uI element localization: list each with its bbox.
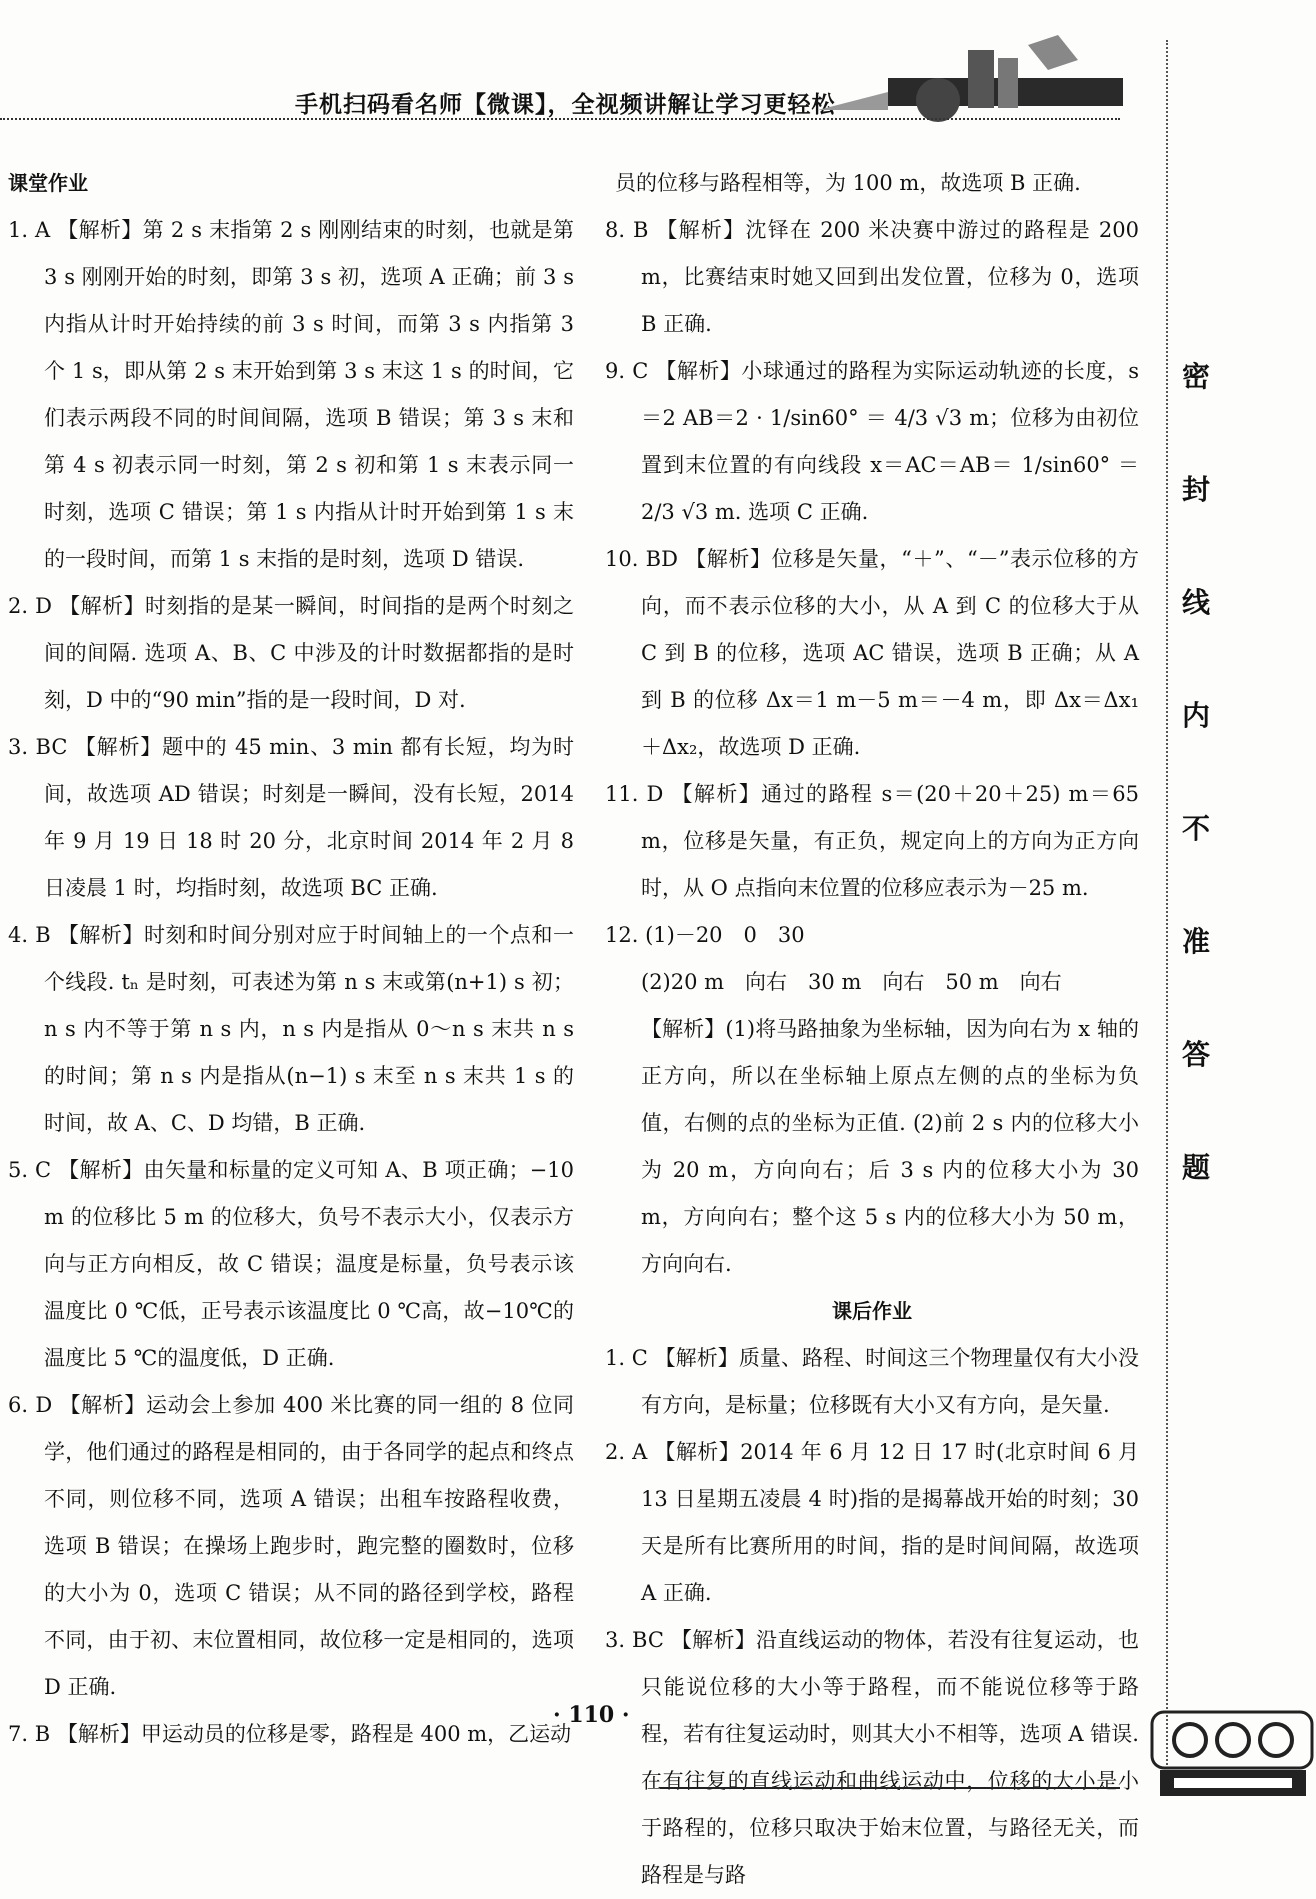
- binding-notice-char: 密: [1181, 360, 1210, 393]
- binding-notice-char: 答: [1181, 1038, 1210, 1071]
- page-header: [0, 0, 1180, 130]
- answer-item: 2. D 【解析】时刻指的是某一瞬间，时间指的是两个时刻之间的间隔. 选项 A、B、C 中涉及的计时数据都指的是时刻，D 中的“90 min”指的是一段时间，D 对.: [8, 594, 574, 712]
- answer-item: 3. BC 【解析】题中的 45 min、3 min 都有长短，均为时间，故选项 AD 错误；时刻是一瞬间，没有长短，2014 年 9 月 19 日 18 时 20 分，北京时间 2014 年 2 月 8 日凌晨 1 时，均指时刻，故选项 BC 正确.: [8, 735, 574, 900]
- binding-notice-char: 内: [1181, 699, 1210, 732]
- binding-notice-char: 线: [1181, 586, 1210, 619]
- binding-notice-char: 不: [1181, 812, 1210, 845]
- page-number: · 110 ·: [553, 1702, 630, 1728]
- header-rule: [0, 118, 1120, 120]
- answer-continuation: 【解析】(1)将马路抽象为坐标轴，因为向右为 x 轴的正方向，所以在坐标轴上原点左侧的点的坐标为负值，右侧的点的坐标为正值. (2)前 2 s 内的位移大小为 20 m，方向向右；后 3 s 内的位移大小为 30 m，方向向右；整个这 5 s 内的位移大小为 50 m，方向向右.: [641, 1017, 1139, 1276]
- answer-item: 2. A 【解析】2014 年 6 月 12 日 17 时(北京时间 6 月 13 日星期五凌晨 4 时)指的是揭幕战开始的时刻；30 天是所有比赛所用的时间，指的是时间间隔，故选项 A 正确.: [605, 1440, 1139, 1605]
- answer-item: 12. (1)－20 0 30: [605, 923, 805, 947]
- answer-continuation: 员的位移与路程相等，为 100 m，故选项 B 正确.: [615, 171, 1081, 195]
- answer-item: 1. C 【解析】质量、路程、时间这三个物理量仅有大小没有方向，是标量；位移既有大小又有方向，是矢量.: [605, 1346, 1139, 1417]
- answer-item: 10. BD 【解析】位移是矢量，“＋”、“－”表示位移的方向，而不表示位移的大小，从 A 到 C 的位移大于从 C 到 B 的位移，选项 AC 错误，选项 B 正确；从 A 到 B 的位移 Δx＝1 m－5 m＝－4 m，即 Δx＝Δx₁＋Δx₂，故选项 D 正确.: [605, 547, 1139, 759]
- right-column: [605, 160, 1139, 1899]
- answer-item: 3. BC 【解析】沿直线运动的物体，若没有往复运动，也只能说位移的大小等于路程，而不能说位移等于路程，若有往复运动时，则其大小不相等，选项 A 错误. 在有往复的直线运动和曲线运动中，位移的大小是小于路程的，位移只取决于始末位置，与路径无关，而路程是与路: [605, 1628, 1139, 1887]
- answer-item: 1. A 【解析】第 2 s 末指第 2 s 刚刚结束的时刻，也就是第 3 s 刚刚开始的时刻，即第 3 s 初，选项 A 正确；前 3 s 内指从计时开始持续的前 3 s 时间，而第 3 s 内指第 3 个 1 s，即从第 2 s 末开始到第 3 s 末这 1 s 的时间，它们表示两段不同的时间间隔，选项 B 错误；第 3 s 末和第 4 s 初表示同一时刻，第 2 s 初和第 1 s 末表示同一时刻，选项 C 错误；第 1 s 内指从计时开始到第 1 s 末的一段时间，而第 1 s 末指的是时刻，选项 D 错误.: [8, 218, 574, 571]
- header-banner-image: [818, 30, 1123, 125]
- answer-item: 7. B 【解析】甲运动员的位移是零，路程是 400 m，乙运动: [8, 1722, 572, 1746]
- binding-notice-char: 封: [1181, 473, 1210, 506]
- watermark-logo: [1150, 1708, 1316, 1800]
- answer-continuation: (2)20 m 向右 30 m 向右 50 m 向右: [641, 970, 1062, 994]
- binding-notice: [1172, 355, 1220, 1259]
- binding-notice-char: 准: [1181, 925, 1210, 958]
- header-tagline: 手机扫码看名师【微课】，全视频讲解让学习更轻松: [295, 92, 836, 118]
- answer-item: 9. C 【解析】小球通过的路程为实际运动轨迹的长度，s＝2 AB＝2 · 1/sin60° ＝ 4/3 √3 m；位移为由初位置到末位置的有向线段 x＝AC＝AB＝ 1/sin60° ＝ 2/3 √3 m. 选项 C 正确.: [605, 359, 1139, 524]
- answer-item: 8. B 【解析】沈铎在 200 米决赛中游过的路程是 200 m，比赛结束时她又回到出发位置，位移为 0，选项 B 正确.: [605, 218, 1139, 336]
- section-title: 课堂作业: [8, 171, 88, 195]
- footer-rule: [660, 1787, 1120, 1789]
- binding-notice-char: 题: [1181, 1151, 1210, 1184]
- answer-item: 5. C 【解析】由矢量和标量的定义可知 A、B 项正确；−10 m 的位移比 5 m 的位移大，负号不表示大小，仅表示方向与正方向相反，故 C 错误；温度是标量，负号表示该温度比 0 ℃低，正号表示该温度比 0 ℃高，故−10℃的温度比 5 ℃的温度低，D 正确.: [8, 1158, 574, 1370]
- binding-line: [1166, 40, 1168, 1780]
- answer-item: 11. D 【解析】通过的路程 s＝(20＋20＋25) m＝65 m，位移是矢量，有正负，规定向上的方向为正方向时，从 O 点指向末位置的位移应表示为－25 m.: [605, 782, 1139, 900]
- section-title: 课后作业: [832, 1299, 912, 1323]
- left-column: [8, 160, 574, 1758]
- answer-item: 6. D 【解析】运动会上参加 400 米比赛的同一组的 8 位同学，他们通过的路程是相同的，由于各同学的起点和终点不同，则位移不同，选项 A 错误；出租车按路程收费，选项 B 错误；在操场上跑步时，跑完整的圈数时，位移的大小为 0，选项 C 错误；从不同的路径到学校，路程不同，由于初、末位置相同，故位移一定是相同的，选项 D 正确.: [8, 1393, 574, 1699]
- answer-item: 4. B 【解析】时刻和时间分别对应于时间轴上的一个点和一个线段. tₙ 是时刻，可表述为第 n s 末或第(n+1) s 初；n s 内不等于第 n s 内，n s 内是指从 0～n s 末共 n s 的时间；第 n s 内是指从(n−1) s 末至 n s 末共 1 s 的时间，故 A、C、D 均错，B 正确.: [8, 923, 574, 1135]
